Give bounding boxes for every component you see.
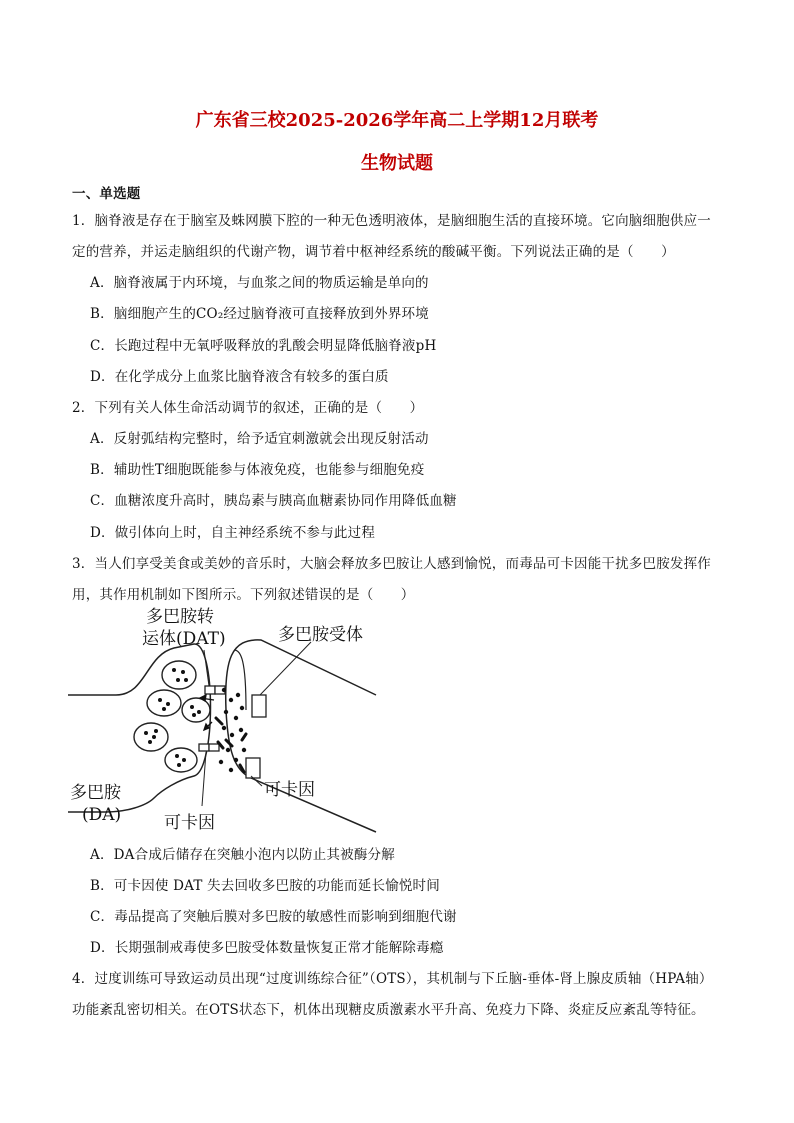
vesicle [147,690,181,716]
label-dat-line2: 运体(DAT) [142,629,226,649]
q1-option-d: D．在化学成分上血浆比脑脊液含有较多的蛋白质 [90,369,389,385]
dopamine-receptor [246,695,266,778]
q1-option-c: C．长跑过程中无氧呼吸释放的乳酸会明显降低脑脊液pH [90,338,437,354]
label-dopamine-line2: (DA) [82,805,122,825]
q4-stem-line1: 4．过度训练可导致运动员出现“过度训练综合征”（OTS），其机制与下丘脑-垂体-肾上腺皮质轴（HPA轴） [72,971,713,987]
synaptic-vesicles [134,661,210,772]
vesicle [134,723,168,751]
q1-option-b: B．脑细胞产生的CO₂经过脑脊液可直接释放到外界环境 [90,306,429,322]
q1-stem-line2: 定的营养，并运走脑组织的代谢产物，调节着中枢神经系统的酸碱平衡。下列说法正确的是（ ） [72,244,675,260]
q3-option-a: A．DA合成后储存在突触小泡内以防止其被酶分解 [90,847,395,863]
q2-option-c: C．血糖浓度升高时，胰岛素与胰高血糖素协同作用降低血糖 [90,493,457,509]
q3-stem-line1: 3．当人们享受美食或美妙的音乐时，大脑会释放多巴胺让人感到愉悦，而毒品可卡因能干扰多巴胺发挥作 [72,556,711,572]
vesicle [165,748,197,772]
vesicle [162,661,196,689]
postsynaptic-membrane [226,640,376,832]
q1-option-a: A．脑脊液属于内环境，与血浆之间的物质运输是单向的 [90,275,429,291]
synapse-diagram [66,600,386,840]
q3-option-d: D．长期强制戒毒使多巴胺受体数量恢复正常才能解除毒瘾 [90,940,444,956]
label-receptor: 多巴胺受体 [278,625,363,645]
exam-subtitle: 生物试题 [361,153,433,174]
label-cocaine-bottom: 可卡因 [164,813,215,833]
q2-option-b: B．辅助性T细胞既能参与体液免疫，也能参与细胞免疫 [90,462,425,478]
q3-option-c: C．毒品提高了突触后膜对多巴胺的敏感性而影响到细胞代谢 [90,909,457,925]
label-dopamine-line1: 多巴胺 [70,783,121,803]
q2-stem: 2．下列有关人体生命活动调节的叙述，正确的是（ ） [72,400,424,416]
q2-option-d: D．做引体向上时，自主神经系统不参与此过程 [90,525,376,541]
dat-transporter [199,686,225,751]
exam-title: 广东省三校2025-2026学年高二上学期12月联考 [195,110,599,131]
q4-stem-line2: 功能紊乱密切相关。在OTS状态下，机体出现糖皮质激素水平升高、免疫力下降、炎症反应紊乱等特征。 [72,1002,705,1018]
q3-stem-line2: 用，其作用机制如下图所示。下列叙述错误的是（ ） [72,587,415,603]
label-dat-line1: 多巴胺转 [146,607,214,627]
label-cocaine-right: 可卡因 [264,780,315,800]
vesicle [182,698,210,722]
q3-option-b: B．可卡因使 DAT 失去回收多巴胺的功能而延长愉悦时间 [90,878,440,894]
q1-stem-line1: 1．脑脊液是存在于脑室及蛛网膜下腔的一种无色透明液体，是脑细胞生活的直接环境。它向脑细胞供应一 [72,213,711,229]
q2-option-a: A．反射弧结构完整时，给予适宜刺激就会出现反射活动 [90,431,429,447]
section-heading: 一、单选题 [72,186,141,202]
